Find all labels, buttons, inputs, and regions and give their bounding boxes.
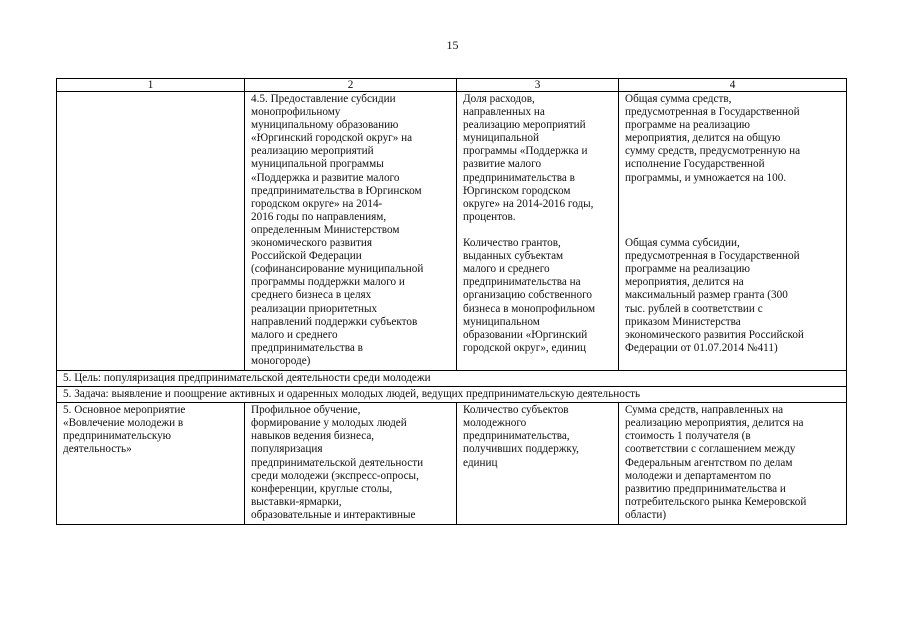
row-4-5-col3 — [457, 92, 619, 371]
page-number: 15 — [446, 38, 459, 52]
row-5-col2 — [245, 403, 457, 525]
row-5-col3 — [457, 403, 619, 525]
task-row — [57, 387, 847, 403]
header-cell-4: 4 — [619, 79, 847, 92]
goal-row — [57, 370, 847, 386]
indicator-grants-text: Количество грантов, выданных субъектам малого и среднего предпринимательства на организацию собственного бизнеса в монопрофильном муниципальном образовании «Юргинский городской округ», единиц — [463, 237, 596, 354]
header-cell-2: 2 — [245, 79, 457, 92]
table-row — [57, 403, 847, 525]
row-5-col4 — [619, 403, 847, 525]
indicator-youth-text: Количество субъектов молодежного предпринимательства, получивших поддержку, единиц — [463, 404, 579, 469]
measure-description: 4.5. Предоставление субсидии монопрофильному муниципальному образованию «Юргинский городской округ» на реализацию мероприятий муниципальной программы «Поддержка и развитие малого предпринимательства в Юргинском городском округе» на 2014- 2016 годы по направлениям, определенным Министерством экономического развития Российской Федерации (софинансирование муниципальной программы поддержки малого и среднего бизнеса в целях реализации приоритетных направлений поддержки субъектов малого и среднего предпринимательства в моногороде) — [251, 93, 424, 367]
indicator-share-text: Доля расходов, направленных на реализацию мероприятий муниципальной программы «Поддержка и развитие малого предпринимательства в Юргинском городском округе» на 2014-2016 годы, процентов. — [463, 93, 594, 223]
paragraph-gap — [463, 224, 614, 237]
task-cell: 5. Задача: выявление и поощрение активных и одаренных молодых людей, ведущих предпринимательскую деятельность — [57, 387, 847, 403]
method-youth-text: Сумма средств, направленных на реализацию мероприятия, делится на стоимость 1 получателя (в соответствии с соглашением между Федеральным агентством по делам молодежи и департаментом по развитию предпринимательства и потребительского рынка Кемеровской области) — [625, 404, 807, 521]
row-5-col1 — [57, 403, 245, 525]
activity-description: Профильное обучение, формирование у молодых людей навыков ведения бизнеса, популяризация предпринимательской деятельности среди молодежи (экспресс-опросы, конференции, круглые столы, выставки-ярмарки, образовательные и интерактивные — [251, 404, 424, 521]
row-4-5-col4 — [619, 92, 847, 371]
main-activity-title: 5. Основное мероприятие «Вовлечение молодежи в предпринимательскую деятельность» — [63, 404, 186, 456]
header-cell-1: 1 — [57, 79, 245, 92]
table-row — [57, 92, 847, 371]
method-share-text: Общая сумма средств, предусмотренная в Государственной программе на реализацию мероприятия, делится на общую сумму средств, предусмотренную на исполнение Государственной программы, и умножается на 100. — [625, 93, 801, 184]
table-header-row — [57, 79, 847, 92]
row-4-5-col2 — [245, 92, 457, 371]
document-table — [56, 78, 847, 525]
method-grants-text: Общая сумма субсидии, предусмотренная в Государственной программе на реализацию мероприятия, делится на максимальный размер гранта (300 тыс. рублей в соответствии с приказом Министерства экономического развития Российской Федерации от 01.07.2014 №411) — [625, 237, 804, 354]
goal-cell: 5. Цель: популяризация предпринимательской деятельности среди молодежи — [57, 370, 847, 386]
header-cell-3: 3 — [457, 79, 619, 92]
row-4-5-col1 — [57, 92, 245, 371]
paragraph-gap — [625, 185, 842, 237]
